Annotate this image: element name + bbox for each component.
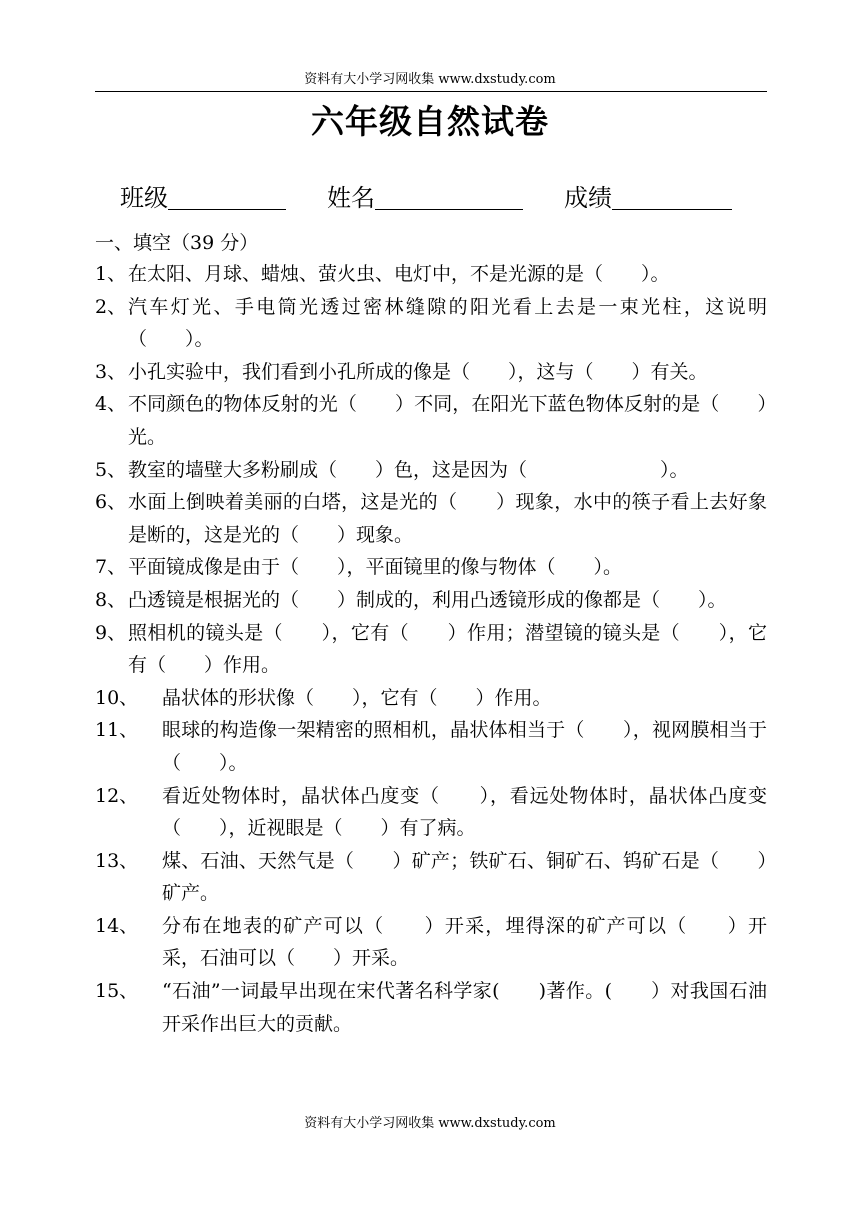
question-number: 1、 xyxy=(95,263,127,285)
name-field xyxy=(327,180,523,216)
question-list xyxy=(95,258,767,1040)
question-item xyxy=(95,910,767,975)
question-text: 水面上倒映着美丽的白塔，这是光的（ ）现象，水中的筷子看上去好象是断的，这是光的（ ）现象。 xyxy=(128,491,767,546)
question-text: 煤、石油、天然气是（ ）矿产；铁矿石、铜矿石、钨矿石是（ ）矿产。 xyxy=(162,849,767,905)
exam-title: 六年级自然试卷 xyxy=(311,102,549,141)
question-text: 教室的墙壁大多粉刷成（ ）色，这是因为（ ）。 xyxy=(128,458,689,481)
score-blank[interactable] xyxy=(612,183,732,210)
question-item xyxy=(95,682,767,715)
question-number: 14、 xyxy=(95,914,139,937)
question-item xyxy=(95,780,767,845)
class-blank[interactable] xyxy=(168,183,286,210)
name-label: 姓名 xyxy=(327,184,375,212)
question-item xyxy=(95,845,767,910)
question-item xyxy=(95,714,767,779)
question-number: 7、 xyxy=(95,556,127,579)
question-item xyxy=(95,388,767,453)
question-text: 分布在地表的矿产可以（ ）开采，埋得深的矿产可以（ ）开采，石油可以（ ）开采。 xyxy=(162,914,767,970)
section-heading-fill-blank: 一、填空（39 分） xyxy=(95,232,259,254)
question-item xyxy=(95,454,767,487)
page-header-source: 资料有大小学习网收集 www.dxstudy.com xyxy=(304,72,556,87)
score-field xyxy=(564,180,732,216)
question-item xyxy=(95,486,767,551)
question-item xyxy=(95,291,767,356)
question-number: 9、 xyxy=(95,621,127,644)
question-item xyxy=(95,551,767,584)
question-item xyxy=(95,258,767,291)
question-text: 不同颜色的物体反射的光（ ）不同，在阳光下蓝色物体反射的是（ ）光。 xyxy=(128,393,767,448)
question-text: 在太阳、月球、蜡烛、萤火虫、电灯中，不是光源的是（ ）。 xyxy=(128,263,670,285)
question-item xyxy=(95,356,767,389)
class-label: 班级 xyxy=(120,184,168,212)
question-number: 10、 xyxy=(95,686,139,709)
question-number: 15、 xyxy=(95,980,139,1003)
question-number: 8、 xyxy=(95,588,127,611)
question-number: 6、 xyxy=(95,491,127,514)
page-footer-source: 资料有大小学习网收集 www.dxstudy.com xyxy=(304,1116,556,1131)
question-item xyxy=(95,617,767,682)
question-text: 眼球的构造像一架精密的照相机，晶状体相当于（ ），视网膜相当于（ ）。 xyxy=(162,719,767,774)
header-divider xyxy=(95,91,767,92)
question-item xyxy=(95,584,767,617)
class-field xyxy=(120,180,286,216)
question-text: 晶状体的形状像（ ），它有（ ）作用。 xyxy=(162,686,552,709)
score-label: 成绩 xyxy=(564,184,612,212)
question-text: 照相机的镜头是（ ），它有（ ）作用；潜望镜的镜头是（ ），它有（ ）作用。 xyxy=(128,621,767,677)
question-number: 12、 xyxy=(95,784,139,807)
name-blank[interactable] xyxy=(375,183,523,210)
question-text: “石油”一词最早出现在宋代著名科学家( )著作。( ）对我国石油开采作出巨大的贡献。 xyxy=(162,980,767,1035)
question-item xyxy=(95,975,767,1040)
question-number: 11、 xyxy=(95,719,139,742)
question-number: 13、 xyxy=(95,849,139,872)
question-number: 5、 xyxy=(95,458,127,481)
question-number: 2、 xyxy=(95,295,127,318)
question-text: 平面镜成像是由于（ ），平面镜里的像与物体（ ）。 xyxy=(128,556,623,579)
question-number: 3、 xyxy=(95,360,127,383)
question-number: 4、 xyxy=(95,393,127,416)
question-text: 看近处物体时，晶状体凸度变（ ），看远处物体时，晶状体凸度变（ ），近视眼是（ ）有了病。 xyxy=(162,784,767,840)
question-text: 小孔实验中，我们看到小孔所成的像是（ ），这与（ ）有关。 xyxy=(128,360,708,383)
question-text: 汽车灯光、手电筒光透过密林缝隙的阳光看上去是一束光柱，这说明（ ）。 xyxy=(128,295,767,351)
question-text: 凸透镜是根据光的（ ）制成的，利用凸透镜形成的像都是（ ）。 xyxy=(128,588,727,611)
